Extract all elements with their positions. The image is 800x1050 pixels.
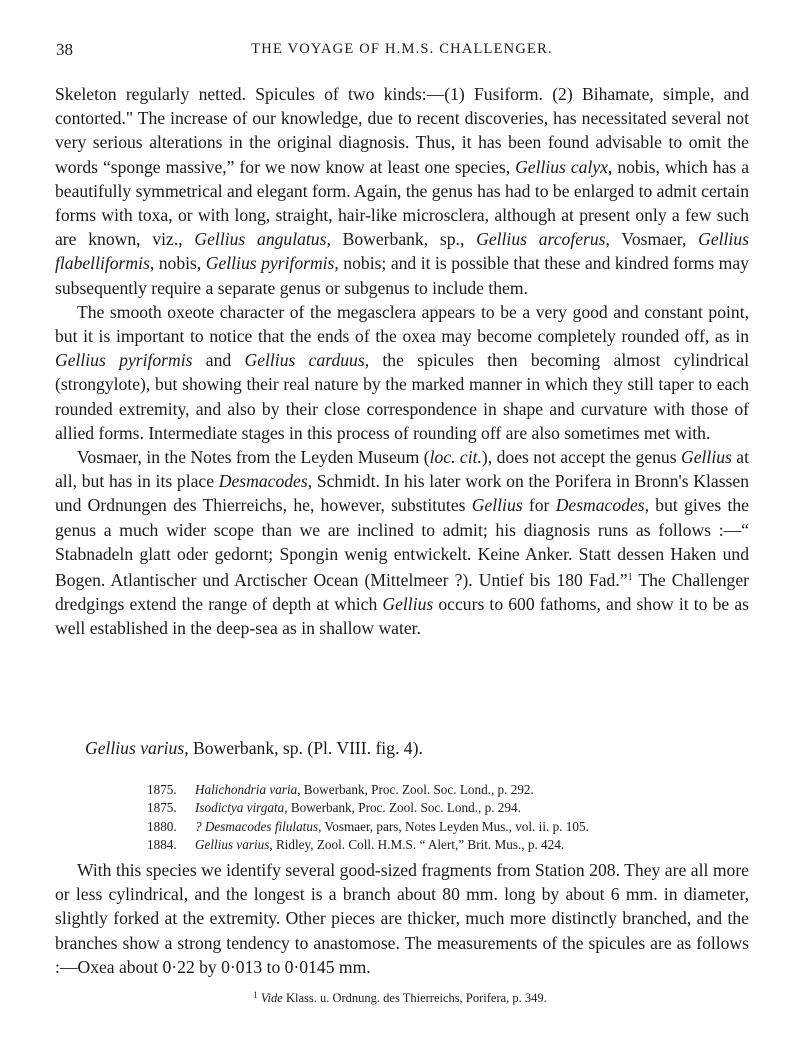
paragraph-3: Vosmaer, in the Notes from the Leyden Museum (loc. cit.), does not accept the genus Gellius at all, but has in its place Desmacodes, Schmidt. In his later work on the Porifera in Bronn's Klassen und Ordnungen des Thierreichs, he, however, substitutes Gellius for Desmacodes, but gives the genus a much wider scope than we are inclined to admit; his diagnosis runs as follows :—“ Stabnadeln glatt oder gedornt; Spongin wenig entwickelt. Keine Anker. Statt dessen Haken und Bogen. Atlantischer und Arctischer Ocean (Mittelmeer ?). Untief bis 180 Fad.”$^1$ The Challenger dredgings extend the range of depth at which Gellius occurs to 600 fathoms, and show it to be as well established in the deep-sea as in shallow water.: [55, 447, 749, 639]
main-text: [55, 82, 749, 641]
species-heading: [85, 738, 423, 759]
footnote-marker: 1: [253, 990, 258, 1000]
page-number: 38: [56, 40, 73, 59]
footnote: $^1$ Vide Klass. u. Ordnung. des Thierreichs, Porifera, p. 349.: [253, 990, 547, 1005]
synonymy-entry: 1875. Halichondria varia, Bowerbank, Proc. Zool. Soc. Lond., p. 292.: [147, 782, 534, 797]
species-name: Gellius varius: [85, 738, 185, 758]
paragraph-1: Skeleton regularly netted. Spicules of two kinds:—(1) Fusiform. (2) Bihamate, simple, and contorted." The increase of our knowledge, due to recent discoveries, has necessitated several not very serious alterations in the original diagnosis. Thus, it has been found advisable to omit the words “sponge massive,” for we now know at least one species, Gellius calyx, nobis, which has a beautifully symmetrical and elegant form. Again, the genus has had to be enlarged to admit certain forms with toxa, or with long, straight, hair-like microsclera, although at present only a few such are known, viz., Gellius angulatus, Bowerbank, sp., Gellius arcoferus, Vosmaer, Gellius flabelliformis, nobis, Gellius pyriformis, nobis; and it is possible that these and kindred forms may subsequently require a separate genus or subgenus to include them.: [55, 84, 750, 298]
paragraph-4: With this species we identify several good-sized fragments from Station 208. They are all more or less cylindrical, and the longest is a branch about 80 mm. long by about 6 mm. in diameter, slightly forked at the extremity. Other pieces are thicker, much more distinctly branched, and the branches show a strong tendency to anastomose. The measurements of the spicules are as follows :—Oxea about 0·22 by 0·013 to 0·0145 mm.: [55, 860, 749, 977]
species-description: [55, 858, 749, 979]
species-authority: , Bowerbank, sp. (Pl. VIII. fig. 4).: [184, 738, 423, 758]
synonymy-entry: 1875. Isodictya virgata, Bowerbank, Proc. Zool. Soc. Lond., p. 294.: [147, 800, 521, 816]
synonymy-entry: 1880. ? Desmacodes filulatus, Vosmaer, pars, Notes Leyden Mus., vol. ii. p. 105.: [147, 818, 589, 834]
paragraph-2: The smooth oxeote character of the megasclera appears to be a very good and constant point, but it is important to notice that the ends of the oxea may become completely rounded off, as in Gellius pyriformis and Gellius carduus, the spicules then becoming almost cylindrical (strongylote), but showing their real nature by the marked manner in which they still taper to each rounded extremity, and also by their close correspondence in shape and curvature with those of allied forms. Intermediate stages in this process of rounding off are also sometimes met with.: [55, 301, 750, 443]
page-header: [56, 40, 748, 64]
synonymy-entry: 1884. Gellius varius, Ridley, Zool. Coll. H.M.S. “ Alert,” Brit. Mus., p. 424.: [147, 837, 565, 853]
synonymy-list: [147, 781, 727, 855]
footnote-reference[interactable]: 1: [627, 572, 633, 584]
running-title: THE VOYAGE OF H.M.S. CHALLENGER.: [251, 41, 553, 57]
